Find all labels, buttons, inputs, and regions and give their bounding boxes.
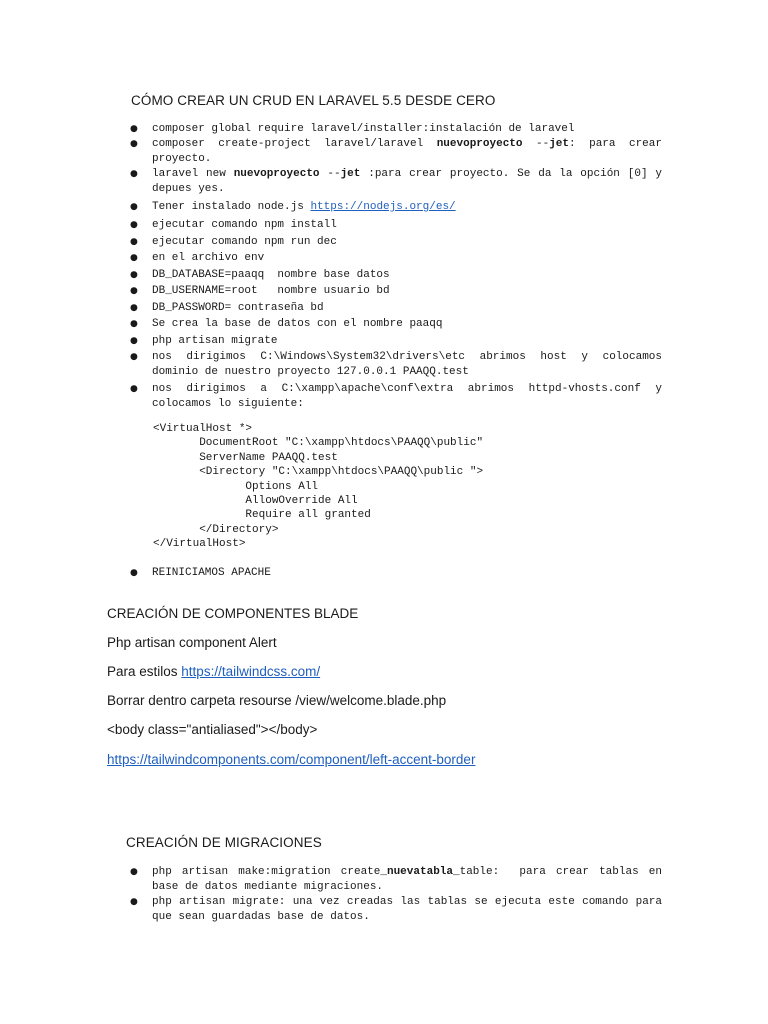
list-item: ● en el archivo env xyxy=(130,252,265,264)
bullet-icon: ● xyxy=(130,302,138,313)
bullet-icon: ● xyxy=(130,169,138,179)
bullet-icon: ● xyxy=(130,253,138,263)
bullet-icon: ● xyxy=(130,867,138,877)
list-item: ● ejecutar comando npm install xyxy=(130,219,337,231)
bullet-icon: ● xyxy=(130,202,138,212)
bullet-icon: ● xyxy=(130,335,138,346)
section-heading-blade: CREACIÓN DE COMPONENTES BLADE xyxy=(107,606,359,621)
list-item: ● DB_PASSWORD= contraseña bd xyxy=(130,301,324,314)
list-item: ● nos dirigimos a C:\xampp\apache\conf\extra abrimos httpd-vhosts.conf y colocamos lo siguiente: xyxy=(130,382,662,410)
bullet-icon: ● xyxy=(130,124,138,134)
styles-line: Para estilos https://tailwindcss.com/ xyxy=(107,664,321,679)
list-item: ● ejecutar comando npm run dec xyxy=(130,235,337,248)
bullet-icon: ● xyxy=(130,383,138,394)
section-heading-migrations: CREACIÓN DE MIGRACIONES xyxy=(126,835,322,850)
list-item: ● laravel new nuevoproyecto --jet :para crear proyecto. Se da la opción [0] y depues yes. xyxy=(130,168,662,195)
crud-steps-list xyxy=(130,122,662,412)
list-item: ● nos dirigimos C:\Windows\System32\drivers\etc abrimos host y colocamos dominio de nuestro proyecto 127.0.0.1 PAAQQ.test xyxy=(130,351,662,378)
list-item: ● composer global require laravel/installer:instalación de laravel xyxy=(130,123,575,135)
bullet-icon: ● xyxy=(130,269,138,280)
bullet-icon: ● xyxy=(130,897,138,907)
body-tag-line: <body class="antialiased"></body> xyxy=(107,722,318,737)
vhost-config-block: <VirtualHost *> DocumentRoot "C:\xampp\htdocs\PAAQQ\public" ServerName PAAQQ.test <Directory "C:\xampp\htdocs\PAAQQ\public "> Options All AllowOverride All Require all granted </Directory> </VirtualHost> xyxy=(153,423,484,551)
tailwindcss-link[interactable]: https://tailwindcss.com/ xyxy=(181,664,321,679)
list-item: ● php artisan migrate xyxy=(130,334,278,347)
tailwindcomponents-link[interactable]: https://tailwindcomponents.com/component/left-accent-border xyxy=(107,752,476,767)
bullet-icon: ● xyxy=(130,220,138,230)
delete-instruction-line: Borrar dentro carpeta resourse /view/welcome.blade.php xyxy=(107,693,447,708)
list-item: ● Se crea la base de datos con el nombre paaqq xyxy=(130,318,443,330)
restart-list xyxy=(130,566,662,581)
list-item: ● DB_DATABASE=paaqq nombre base datos xyxy=(130,268,390,281)
bullet-icon: ● xyxy=(130,286,138,296)
tailwindcomponents-line xyxy=(107,752,475,767)
list-item: ● Tener instalado node.js https://nodejs.org/es/ xyxy=(130,201,456,213)
list-item: ● composer create-project laravel/laravel nuevoproyecto --jet: para crear proyecto. xyxy=(130,138,662,165)
list-item: ● DB_USERNAME=root nombre usuario bd xyxy=(130,285,390,297)
section-heading-crud: CÓMO CREAR UN CRUD EN LARAVEL 5.5 DESDE CERO xyxy=(131,93,496,108)
component-command-line: Php artisan component Alert xyxy=(107,635,277,650)
bullet-icon: ● xyxy=(130,236,138,247)
bullet-icon: ● xyxy=(130,139,138,149)
bullet-icon: ● xyxy=(130,319,138,329)
bullet-icon: ● xyxy=(130,352,138,362)
list-item: ● php artisan make:migration create_nuevatabla_table: para crear tablas en base de datos mediante migraciones. xyxy=(130,866,669,893)
list-item: ● php artisan migrate: una vez creadas las tablas se ejecuta este comando para que sean guardadas base de datos. xyxy=(130,896,662,923)
nodejs-link[interactable]: https://nodejs.org/es/ xyxy=(310,201,456,213)
migrations-list xyxy=(130,865,669,925)
bullet-icon: ● xyxy=(130,568,138,578)
list-item: ● REINICIAMOS APACHE xyxy=(130,567,271,579)
